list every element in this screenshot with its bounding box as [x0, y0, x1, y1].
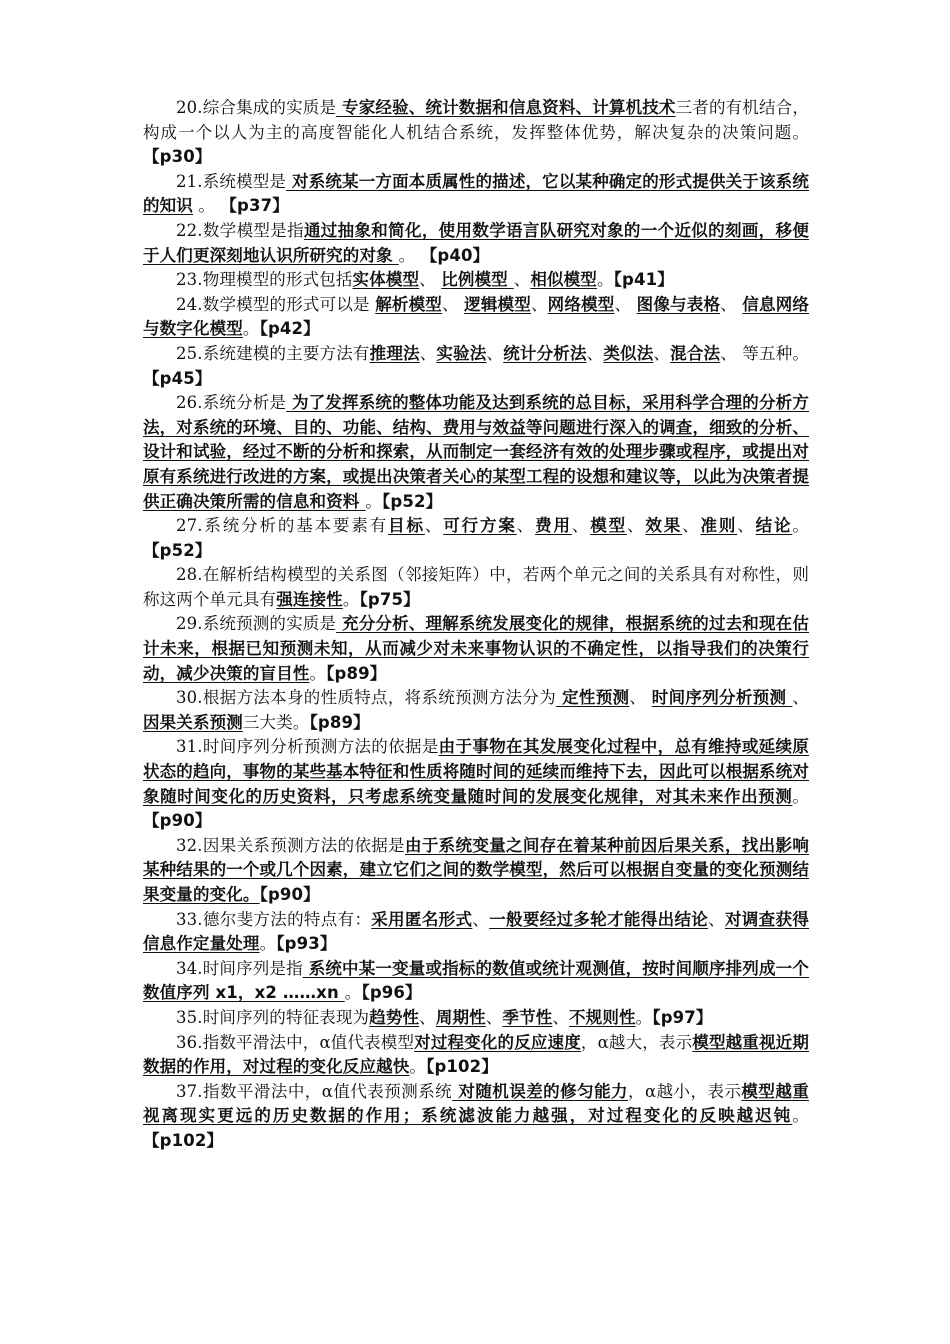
question-text: 30.根据方法本身的性质特点，将系统预测方法分为	[176, 688, 557, 708]
answer-text: 强连接性	[276, 589, 343, 609]
answer-text: 类似法	[603, 343, 654, 363]
answer-text: 定性预测	[556, 688, 630, 708]
page-reference: 【p90】	[259, 885, 320, 904]
question-text: 。	[635, 1007, 653, 1027]
answer-text: 图像与表格	[636, 294, 721, 314]
answer-text: 效果	[645, 516, 683, 536]
question-text: 。	[365, 491, 383, 511]
question-text: 31.时间序列分析预测方法的依据是	[176, 737, 439, 757]
question-text: 、	[792, 688, 810, 708]
question-text: 、	[682, 516, 701, 536]
page-reference: 【p40】	[420, 245, 490, 265]
question-item	[143, 834, 809, 908]
answer-text: 费用	[535, 516, 572, 536]
answer-text: 模型	[590, 516, 627, 536]
question-text: 三大类。	[242, 712, 310, 732]
answer-text: 周期性	[435, 1007, 486, 1027]
question-text: 。	[792, 516, 809, 536]
answer-text: 时间序列分析预测	[651, 688, 793, 708]
answer-text: 统计分析法	[503, 343, 587, 363]
answer-text: 对随机误差的修匀能力	[452, 1081, 629, 1101]
question-text: 22.数学模型是指	[176, 220, 304, 240]
question-text: 、	[424, 516, 444, 536]
answer-text: 不规则性	[569, 1007, 636, 1027]
question-item	[143, 908, 809, 957]
question-text: 。	[398, 245, 421, 265]
answer-text: 可行方案	[443, 516, 517, 536]
question-text: 。	[596, 270, 614, 290]
question-item	[143, 293, 809, 342]
question-text: 29.系统预测的实质是	[176, 614, 337, 634]
question-text: 、	[516, 516, 536, 536]
answer-text: 逻辑模型	[464, 294, 531, 314]
page-reference: 【p90】	[143, 811, 212, 831]
answer-text: 专家经验、统计数据和信息资料、计算机技术	[336, 98, 676, 117]
question-text: 、	[614, 294, 637, 314]
page-reference: 【p52】	[143, 540, 212, 560]
question-item	[143, 219, 809, 268]
answer-text: 网络模型	[547, 294, 615, 314]
answer-text: 季节性	[502, 1007, 553, 1027]
question-item	[143, 735, 809, 833]
question-text: 36.指数平滑法中，α值代表模型	[176, 1032, 415, 1052]
answer-text: 通过抽象和简化，使用数学语言队研究对象的一个近似的刻画，移便于人们更深刻地认识所研究的对象	[143, 220, 810, 265]
question-text: 。	[242, 319, 260, 339]
question-text: 37.指数平滑法中，α值代表预测系统	[176, 1081, 453, 1101]
answer-text: 准则	[700, 516, 738, 536]
page-reference: 【p75】	[359, 589, 420, 609]
answer-text: 模型越重视近期数据的作用，对过程的变化反应越快	[143, 1032, 809, 1077]
question-text: 32.因果关系预测方法的依据是	[176, 835, 405, 855]
answer-text: 信息网络与数字化模型	[143, 294, 810, 339]
answer-text: 混合法	[670, 343, 721, 363]
question-list	[143, 96, 809, 1154]
page-reference: 【p102】	[143, 1130, 224, 1150]
question-text: 、	[442, 294, 465, 314]
question-text: 、 等五种。	[720, 343, 810, 363]
question-text: 、	[571, 516, 591, 536]
question-text: 28.在解析结构模型的关系图（邻接矩阵）中，若两个单元之间的关系具有对称性，则称这两个单元具有	[143, 565, 809, 609]
answer-text: 因果关系预测	[143, 712, 243, 732]
question-text: 、	[419, 270, 442, 290]
question-text: 。	[792, 1106, 809, 1126]
question-text: ，α越小，表示	[628, 1081, 742, 1101]
answer-text: 目标	[388, 516, 425, 536]
answer-text: 推理法	[369, 343, 420, 363]
answer-text: 由于事物在其发展变化过程中，总有维持或延续原状态的趋向，事物的某些基本特征和性质将随时间的延续而维持下去，因此可以根据系统对象随时间变化的历史资料，只考虑系统变量随时间的发展变化规律，对其未来作出预测	[143, 737, 809, 806]
question-text: 。	[342, 589, 360, 609]
answer-text: 为了发挥系统的整体功能及达到系统的总目标，采用科学合理的分析方法，对系统的环境、目的、功能、结构、费用与效益等问题进行深入的调查，细致的分析、设计和试验，经过不断的分析和探索，从而制定一套经济有效的处理步骤或程序，或提出对原有系统进行改进的方案，或提出决策者关心的某型工程的设想和建议等，以此为决策者提供正确决策所需的信息和资料	[143, 393, 809, 511]
question-text: 、	[708, 909, 725, 929]
page-reference: 【p41】	[613, 270, 674, 290]
question-text: 、	[513, 270, 531, 290]
answer-text: 实体模型	[352, 270, 420, 290]
answer-text: 实验法	[436, 343, 487, 363]
question-text: 21.系统模型是	[176, 171, 287, 191]
question-text: 、	[419, 1007, 436, 1027]
question-text: 。	[259, 934, 277, 954]
question-text: 、	[720, 294, 743, 314]
question-item	[143, 957, 809, 1006]
question-text: 26.系统分析是	[176, 393, 287, 413]
page-reference: 【p93】	[276, 934, 337, 954]
question-text: 。	[309, 663, 327, 683]
question-text: 。	[192, 196, 221, 216]
page-reference: 【p42】	[259, 319, 320, 339]
question-text: 35.时间序列的特征表现为	[176, 1007, 370, 1027]
question-text: ，α越大，表示	[580, 1032, 693, 1052]
question-text: 、	[552, 1007, 570, 1027]
answer-text: 对系统某一方面本质属性的描述，它以某种确定的形式提供关于该系统的知识	[143, 171, 809, 216]
question-item	[143, 686, 809, 735]
question-item	[143, 612, 809, 686]
question-text: 三者的有机结合，构成一个以人为主的高度智能化人机结合系统，发挥整体优势，解决复杂的决策问题。	[143, 98, 809, 142]
answer-text: 趋势性	[369, 1007, 420, 1027]
page-reference: 【p102】	[426, 1057, 498, 1077]
question-text: 、	[472, 909, 490, 929]
question-text: 23.物理模型的形式包括	[176, 270, 353, 290]
answer-text: 模型越重视离现实更远的历史数据的作用；系统滤波能力越强，对过程变化的反映越迟钝	[143, 1081, 809, 1126]
answer-text: 由于系统变量之间存在着某种前因后果关系，找出影响某种结果的一个或几个因素，建立它们之间的数学模型，然后可以根据自变量的变化预测结果变量的变化。	[143, 835, 809, 904]
page-reference: 【p97】	[652, 1007, 713, 1027]
question-text: 、	[486, 343, 504, 363]
question-text: 、	[629, 688, 652, 708]
question-item	[143, 1031, 809, 1080]
page-reference: 【p89】	[326, 663, 387, 683]
question-item	[143, 342, 809, 391]
question-text: 、	[419, 343, 437, 363]
question-text: 。	[409, 1057, 427, 1077]
question-text: 。	[792, 786, 809, 806]
page-reference: 【p52】	[382, 491, 443, 511]
question-text: 34.时间序列是指	[176, 958, 303, 978]
question-text: 20.综合集成的实质是	[176, 98, 337, 117]
answer-text: 解析模型	[375, 294, 442, 314]
question-item	[143, 514, 809, 563]
question-item	[143, 563, 809, 612]
question-item	[143, 96, 809, 170]
question-text: 、	[530, 294, 548, 314]
page-reference: 【p96】	[361, 983, 422, 1003]
answer-text: 对过程变化的反应速度	[414, 1032, 581, 1052]
question-text: 25.系统建模的主要方法有	[176, 343, 370, 363]
question-text: 。	[344, 983, 362, 1003]
page-reference: 【p37】	[220, 196, 289, 216]
question-text: 、	[737, 516, 756, 536]
page-reference: 【p45】	[143, 368, 212, 388]
answer-text: 采用匿名形式	[371, 909, 473, 929]
question-item	[143, 268, 809, 293]
answer-text: 充分分析、理解系统发展变化的规律，根据系统的过去和现在估计未来，根据已知预测未知，从而减少对未来事物认识的不确定性，以指导我们的决策行动，减少决策的盲目性	[143, 614, 809, 683]
question-text: 、	[485, 1007, 503, 1027]
answer-text: 对调查获得信息作定量处理	[143, 909, 809, 954]
answer-text: 比例模型	[441, 270, 514, 290]
page-reference: 【p30】	[143, 147, 212, 167]
answer-text: 相似模型	[530, 270, 597, 290]
page-reference: 【p89】	[309, 712, 370, 732]
question-text: 33.德尔斐方法的特点有：	[176, 909, 372, 929]
answer-text: 一般要经过多轮才能得出结论	[489, 909, 709, 929]
question-item	[143, 1080, 809, 1154]
question-text: 、	[626, 516, 646, 536]
answer-text: 结论	[755, 516, 793, 536]
question-text: 24.数学模型的形式可以是	[176, 294, 376, 314]
question-text: 、	[586, 343, 604, 363]
question-item	[143, 391, 809, 514]
question-text: 、	[653, 343, 671, 363]
question-item	[143, 170, 809, 219]
answer-text: 系统中某一变量或指标的数值或统计观测值，按时间顺序排列成一个数值序列 x1，x2 ……xn	[143, 958, 809, 1003]
question-item	[143, 1006, 809, 1031]
question-text: 27.系统分析的基本要素有	[176, 516, 389, 536]
